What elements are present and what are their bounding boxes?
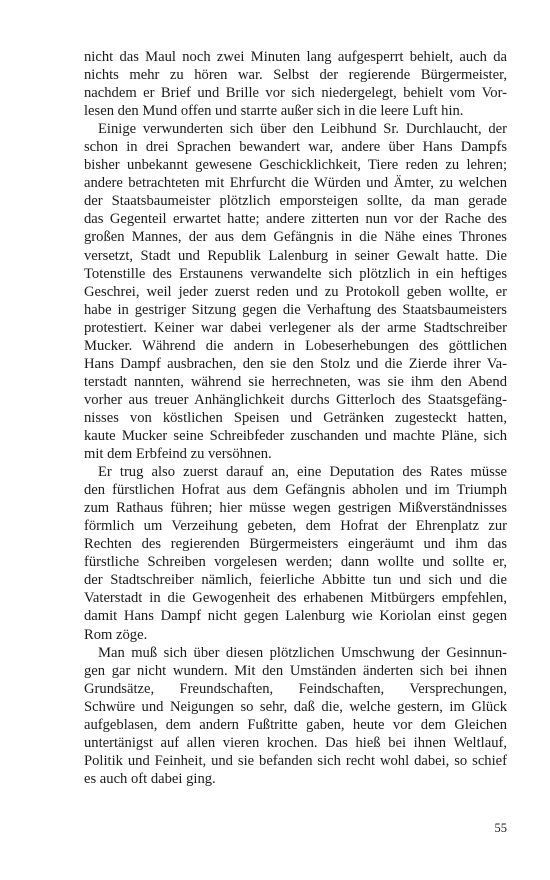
text-line: nichts mehr zu hören war. Selbst der regierende Bürgermeister, bbox=[84, 67, 507, 84]
text-line: den fürstlichen Hofrat aus dem Gefängnis abholen und im Triumph bbox=[84, 482, 507, 499]
text-line: Man muß sich über diesen plötzlichen Umschwung der Gesinnun- bbox=[98, 644, 507, 661]
paragraph bbox=[84, 644, 507, 788]
text-line: schon in drei Sprachen bewandert war, andere über Hans Dampfs bbox=[84, 139, 507, 156]
text-line: Totenstille des Erstaunens verwandelte sich plötzlich in ein heftiges bbox=[84, 265, 507, 282]
text-line: es auch oft dabei ging. bbox=[84, 770, 216, 787]
text-line: das Gegenteil erwartet hatte; andere zitterten nun vor der Rache des bbox=[84, 211, 507, 228]
text-line: großen Mannes, der aus dem Gefängnis in die Nähe eines Thrones bbox=[84, 229, 507, 246]
text-line: habe in gestriger Sitzung gegen die Verhaftung des Staatsbaumeisters bbox=[84, 301, 507, 318]
text-line: Er trug also zuerst darauf an, eine Deputation des Rates müsse bbox=[98, 464, 507, 481]
text-line: Hans Dampf ausbrachen, den sie den Stolz und die Zierde ihrer Va- bbox=[84, 355, 507, 372]
text-line: damit Hans Dampf nicht gegen Lalenburg wie Koriolan einst gegen bbox=[84, 608, 507, 625]
text-line: kaute Mucker seine Schreibfeder zuschanden und machte Pläne, sich bbox=[84, 427, 507, 444]
text-line: der Stadtschreiber nämlich, feierliche Abbitte tun und sich und die bbox=[84, 572, 507, 589]
paragraph bbox=[84, 48, 507, 120]
paragraph bbox=[84, 463, 507, 643]
text-line: nicht das Maul noch zwei Minuten lang aufgesperrt behielt, auch da bbox=[84, 49, 507, 65]
text-line: Vaterstadt in die Gewogenheit des erhabenen Mitbürgers empfehlen, bbox=[84, 590, 507, 607]
text-line: Politik und Feinheit, und sie befanden sich recht wohl dabei, so schief bbox=[84, 752, 507, 769]
text-line: gen gar nicht wundern. Mit den Umständen änderten sich bei ihnen bbox=[84, 662, 507, 679]
text-line: andere betrachteten mit Ehrfurcht die Würden und Ämter, zu welchen bbox=[84, 175, 507, 192]
text-line: Grundsätze, Freundschaften, Feindschaften, Versprechungen, bbox=[84, 680, 507, 697]
text-line: förmlich um Verzeihung gebeten, dem Hofrat der Ehrenplatz zur bbox=[84, 518, 507, 535]
text-line: Rechten des regierenden Bürgermeisters eingeräumt und ihm das bbox=[84, 536, 507, 553]
text-line: versetzt, Stadt und Republik Lalenburg in seiner Gewalt hatte. Die bbox=[84, 247, 507, 264]
text-line: Einige verwunderten sich über den Leibhund Sr. Durchlaucht, der bbox=[98, 121, 507, 138]
text-line: mit dem Erbfeind zu versöhnen. bbox=[84, 446, 272, 463]
text-line: Geschrei, weil jeder zuerst reden und zu Protokoll geben wollte, er bbox=[84, 283, 507, 300]
text-line: lesen den Mund offen und starrte außer sich in die leere Luft hin. bbox=[84, 103, 464, 120]
text-line: terstadt nannten, während sie herrechneten, was sie ihm den Abend bbox=[84, 373, 507, 390]
text-line: nachdem er Brief und Brille vor sich niedergelegt, behielt vom Vor- bbox=[84, 85, 507, 102]
text-line: der Staatsbaumeister plötzlich emporsteigen sollte, da man gerade bbox=[84, 193, 507, 210]
text-line: zum Rathaus führen; hier müsse wegen gestrigen Mißverständnisses bbox=[84, 500, 507, 517]
text-line: nisses von köstlichen Speisen und Getränken zugesteckt hatten, bbox=[84, 409, 507, 426]
text-line: Schwüre und Neigungen so sehr, daß die, welche gestern, im Glück bbox=[84, 698, 507, 715]
text-line: Rom zöge. bbox=[84, 626, 148, 643]
text-line: bisher unbekannt gewesene Geschicklichkeit, Tiere reden zu lehren; bbox=[84, 157, 507, 174]
page-number: 55 bbox=[494, 821, 507, 835]
text-line: untertänigst auf allen vieren krochen. Das hieß bei ihnen Weltlauf, bbox=[84, 734, 507, 751]
paragraph bbox=[84, 120, 507, 463]
body-text bbox=[84, 48, 507, 788]
text-line: protestiert. Keiner war dabei verlegener als der arme Stadtschreiber bbox=[84, 319, 507, 336]
text-line: vorher aus treuer Anhänglichkeit durchs Gitterloch des Staatsgefäng- bbox=[84, 391, 507, 408]
text-line: aufgeblasen, dem andern Fußtritte gaben, heute vor dem Gleichen bbox=[84, 716, 507, 733]
text-line: Mucker. Während die andern in Lobeserhebungen des göttlichen bbox=[84, 337, 507, 354]
text-line: fürstliche Schreiben vorgelesen werden; dann wollte und sollte er, bbox=[84, 554, 507, 571]
